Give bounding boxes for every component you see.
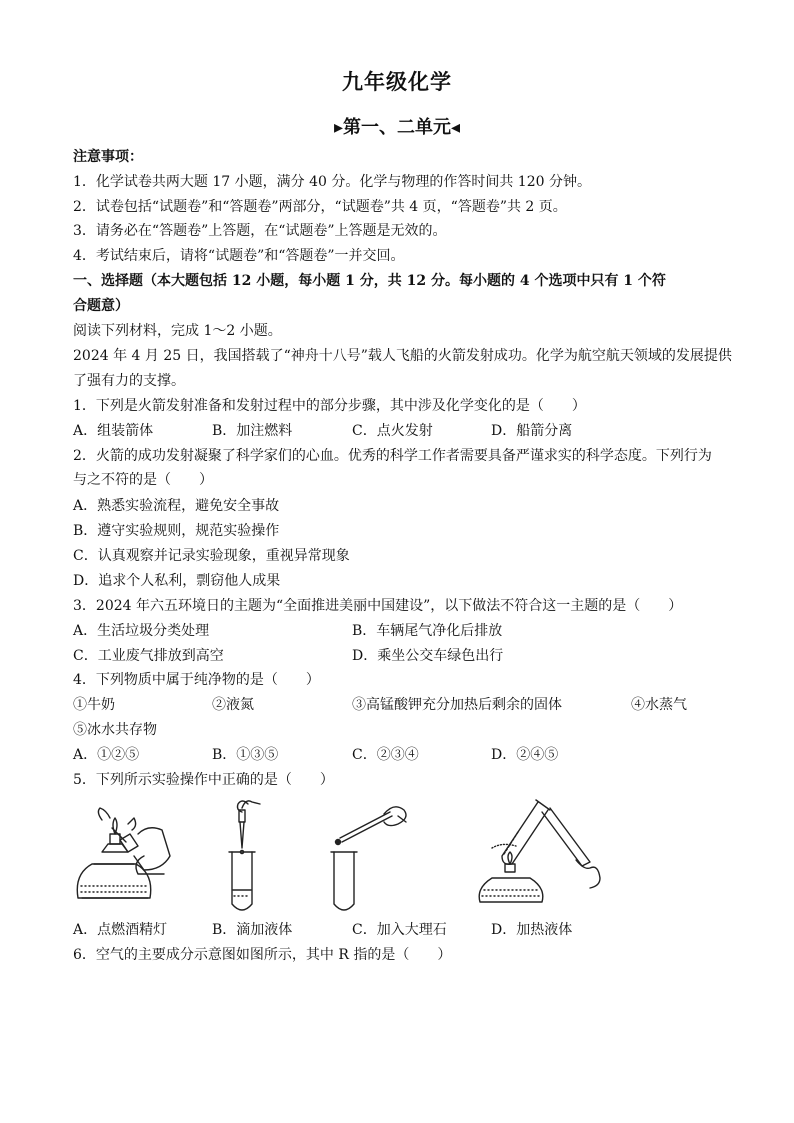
notice-item: 2．试卷包括“试题卷”和“答题卷”两部分，“试题卷”共 4 页，“答题卷”共 2 页。	[73, 199, 567, 215]
q2-option-c: C．认真观察并记录实验现象，重视异常现象	[73, 548, 350, 564]
section-heading: 一、选择题（本大题包括 12 小题，每小题 1 分，共 12 分。每小题的 4 个选项中只有 1 个符	[73, 273, 666, 289]
unit-subtitle: ▸第一、二单元◂	[333, 117, 461, 138]
question-1-stem: 1．下列是火箭发射准备和发射过程中的部分步骤，其中涉及化学变化的是（ ）	[73, 398, 586, 414]
q4-option-a: A．①②⑤	[73, 747, 140, 763]
material-text-cont: 了强有力的支撑。	[73, 373, 185, 389]
q4-item: ③高锰酸钾充分加热后剩余的固体	[352, 697, 562, 713]
question-6-stem: 6．空气的主要成分示意图如图所示，其中 R 指的是（ ）	[73, 947, 452, 963]
question-5-stem: 5．下列所示实验操作中正确的是（ ）	[73, 772, 334, 788]
marble-icon	[336, 840, 341, 845]
q5-option-d: D．加热液体	[491, 922, 573, 938]
q3-option-a: A．生活垃圾分类处理	[73, 623, 210, 639]
dropper-icon	[238, 801, 261, 854]
test-tube-icon	[229, 852, 255, 910]
notice-heading: 注意事项：	[73, 149, 143, 165]
q2-option-d: D．追求个人私利，剽窃他人成果	[73, 573, 281, 589]
notice-item: 1．化学试卷共两大题 17 小题，满分 40 分。化学与物理的作答时间共 120 分钟。	[73, 174, 591, 190]
q4-item: ②液氮	[212, 697, 254, 713]
notice-item: 4．考试结束后，请将“试题卷”和“答题卷”一并交回。	[73, 248, 405, 264]
q5-option-a: A．点燃酒精灯	[73, 922, 168, 938]
q4-item: ④水蒸气	[631, 697, 687, 713]
lab-operations-figure	[72, 798, 608, 916]
question-4-stem: 4．下列物质中属于纯净物的是（ ）	[73, 672, 320, 688]
q4-item: ⑤冰水共存物	[73, 722, 157, 738]
q1-option-c: C．点火发射	[352, 423, 433, 439]
q3-option-b: B．车辆尾气净化后排放	[352, 623, 503, 639]
q3-option-d: D．乘坐公交车绿色出行	[352, 648, 504, 664]
heated-test-tube-icon	[502, 800, 550, 864]
notice-item: 3．请务必在“答题卷”上答题，在“试题卷”上答题是无效的。	[73, 223, 447, 239]
q5-option-c: C．加入大理石	[352, 922, 447, 938]
tweezers-icon	[340, 807, 406, 842]
page-title: 九年级化学	[342, 69, 452, 94]
section-heading-cont: 合题意）	[73, 298, 129, 314]
alcohol-lamp-icon	[479, 852, 543, 902]
liquid-surface-icon	[492, 844, 516, 848]
q1-option-a: A．组装箭体	[73, 423, 154, 439]
test-tube-icon	[331, 852, 357, 910]
q5-option-b: B．滴加液体	[212, 922, 293, 938]
reading-intro: 阅读下列材料，完成 1～2 小题。	[73, 323, 282, 339]
q1-option-d: D．船箭分离	[491, 423, 573, 439]
question-3-stem: 3．2024 年六五环境日的主题为“全面推进美丽中国建设”，以下做法不符合这一主题的是（ ）	[73, 598, 683, 614]
q4-option-c: C．②③④	[352, 747, 419, 763]
q3-option-c: C．工业废气排放到高空	[73, 648, 224, 664]
question-2-stem-cont: 与之不符的是（ ）	[73, 472, 213, 488]
q4-option-d: D．②④⑤	[491, 747, 559, 763]
q2-option-a: A．熟悉实验流程，避免安全事故	[73, 498, 280, 514]
q2-option-b: B．遵守实验规则，规范实验操作	[73, 523, 280, 539]
q4-option-b: B．①③⑤	[212, 747, 279, 763]
question-2-stem: 2．火箭的成功发射凝聚了科学家们的心血。优秀的科学工作者需要具备严谨求实的科学态度。下列行为	[73, 448, 712, 464]
q4-item: ①牛奶	[73, 697, 115, 713]
test-tube-holder-icon	[542, 808, 600, 888]
q1-option-b: B．加注燃料	[212, 423, 293, 439]
material-text: 2024 年 4 月 25 日，我国搭载了“神舟十八号”载人飞船的火箭发射成功。化学为航空航天领域的发展提供	[73, 348, 732, 364]
